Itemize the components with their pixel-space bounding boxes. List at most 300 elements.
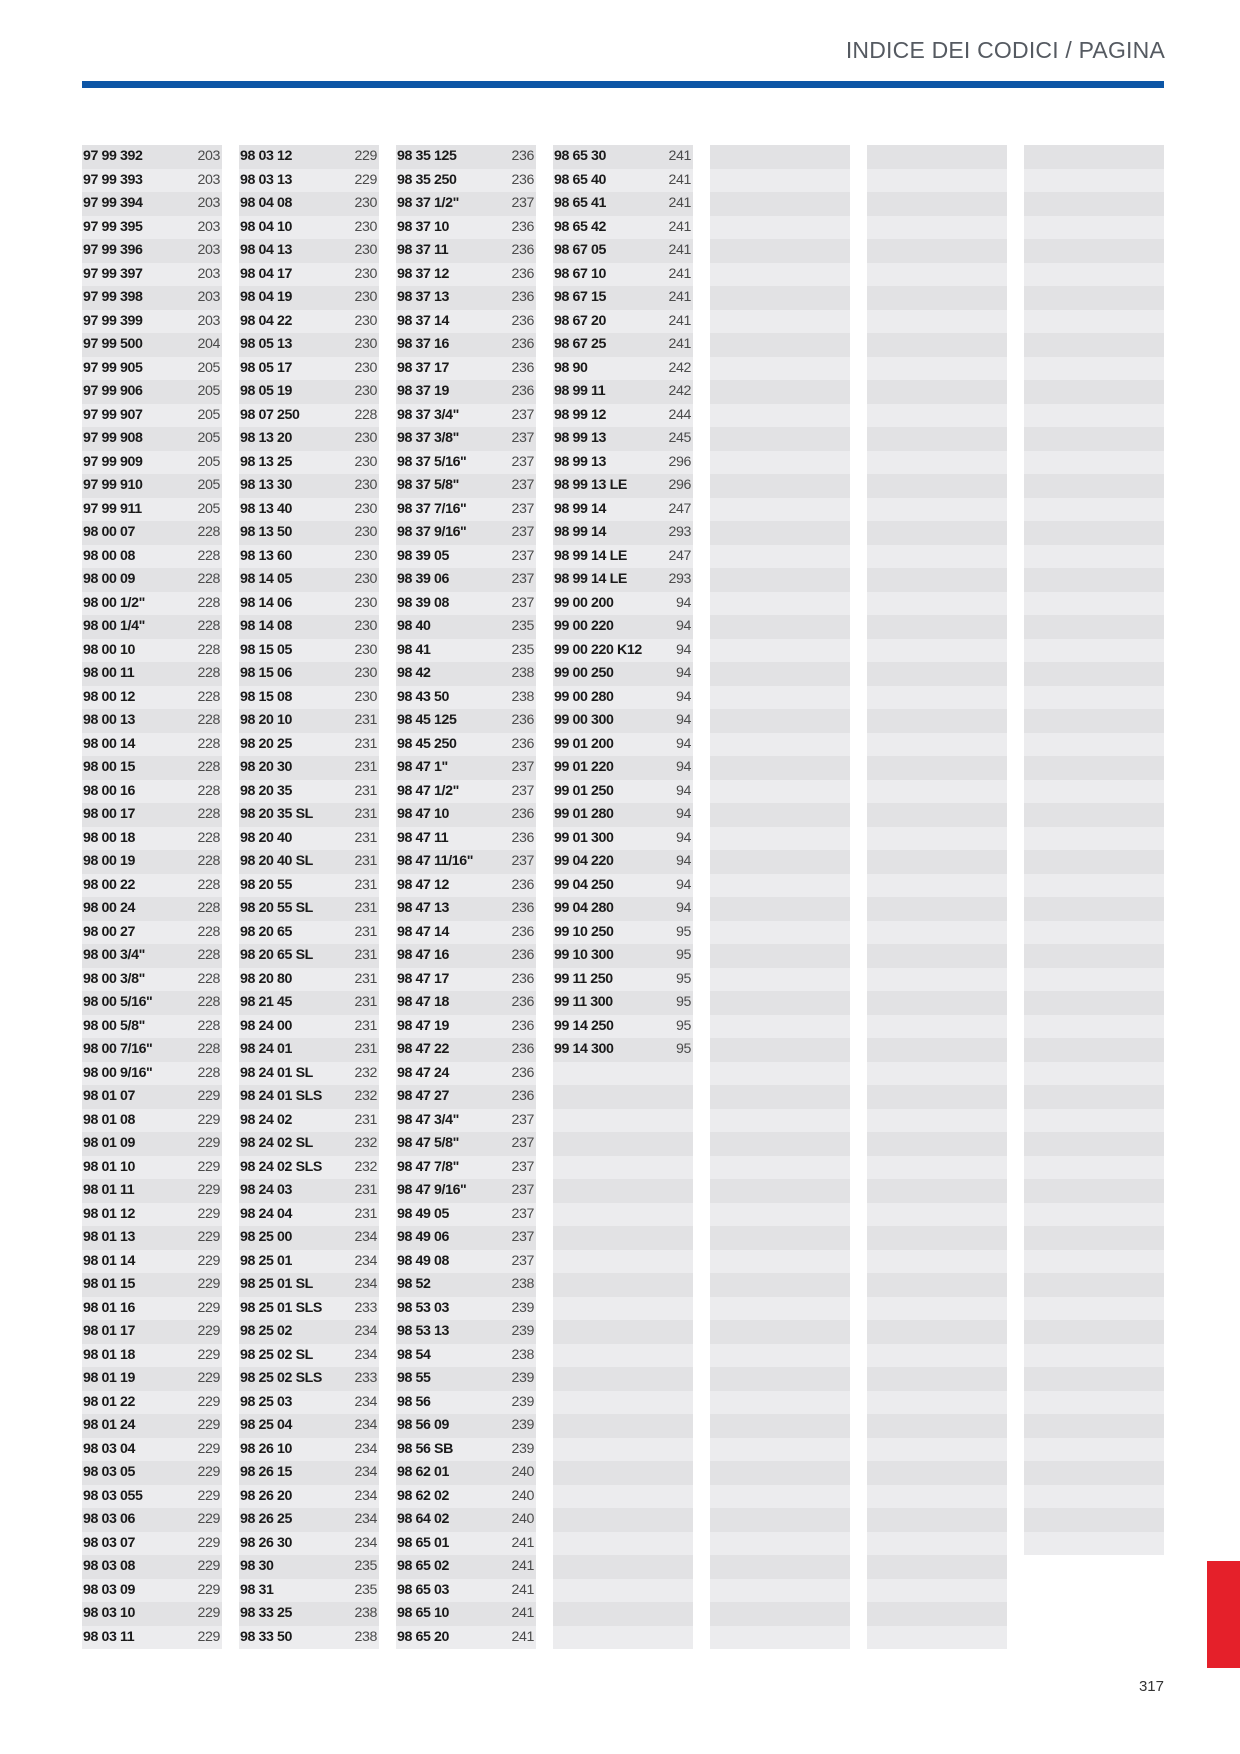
- index-row-empty: [1024, 1015, 1164, 1039]
- index-row: [239, 1414, 379, 1438]
- product-code: 98 47 7/8": [397, 1158, 459, 1175]
- index-row-empty: [710, 1226, 850, 1250]
- index-row-empty: [867, 451, 1007, 475]
- index-row: [396, 662, 536, 686]
- index-row-empty: [710, 803, 850, 827]
- page-ref: 230: [354, 594, 377, 611]
- index-row-empty: [710, 1203, 850, 1227]
- index-row: [553, 1344, 693, 1368]
- index-row-empty: [1024, 568, 1164, 592]
- product-code: 98 26 25: [240, 1511, 293, 1527]
- product-code: 98 04 22: [240, 312, 293, 329]
- product-code: 98 01 09: [83, 1135, 136, 1151]
- page-ref: 95: [676, 994, 691, 1010]
- index-row-empty: [1024, 1226, 1164, 1250]
- index-row-empty: [710, 333, 850, 357]
- page-ref: 237: [511, 1158, 534, 1175]
- product-code: 98 20 55 SL: [240, 900, 313, 916]
- index-row-empty: [710, 686, 850, 710]
- index-row: [553, 1485, 693, 1509]
- page-ref: 229: [197, 1088, 220, 1104]
- product-code: 98 03 055: [83, 1487, 143, 1504]
- product-code: 98 20 40 SL: [240, 853, 313, 869]
- index-row-empty: [710, 1414, 850, 1438]
- index-row-empty: [1024, 380, 1164, 404]
- product-code: 98 01 12: [83, 1205, 136, 1222]
- index-row: [82, 1532, 222, 1556]
- page-ref: 242: [668, 383, 691, 399]
- product-code: 98 47 17: [397, 970, 450, 987]
- product-code: 98 47 18: [397, 994, 450, 1010]
- index-row: [396, 1555, 536, 1579]
- page-ref: 296: [668, 477, 691, 493]
- product-code: 98 65 20: [397, 1628, 450, 1645]
- index-row: [82, 662, 222, 686]
- index-row-empty: [1024, 1109, 1164, 1133]
- index-row-empty: [1024, 1203, 1164, 1227]
- page-ref: 94: [676, 665, 691, 681]
- index-row: [396, 1579, 536, 1603]
- product-code: 98 25 04: [240, 1417, 293, 1433]
- index-row-empty: [867, 380, 1007, 404]
- page-ref: 230: [354, 265, 377, 282]
- page-ref: 234: [354, 1346, 377, 1363]
- page-ref: 229: [354, 148, 377, 164]
- page-ref: 228: [197, 571, 220, 587]
- index-row: [82, 1579, 222, 1603]
- product-code: 98 45 125: [397, 712, 457, 728]
- product-code: 98 30: [240, 1558, 274, 1574]
- index-row-empty: [1024, 1367, 1164, 1391]
- index-row: [239, 1085, 379, 1109]
- page-ref: 232: [354, 1064, 377, 1081]
- index-row-empty: [867, 709, 1007, 733]
- index-row: [396, 733, 536, 757]
- product-code: 98 37 5/16": [397, 453, 467, 470]
- index-row: [396, 1508, 536, 1532]
- index-row: [239, 592, 379, 616]
- index-row: [239, 921, 379, 945]
- page-ref: 228: [197, 712, 220, 728]
- index-row: [239, 803, 379, 827]
- index-row-empty: [1024, 1485, 1164, 1509]
- index-row: [239, 733, 379, 757]
- index-row-empty: [867, 1438, 1007, 1462]
- product-code: 98 64 02: [397, 1511, 450, 1527]
- product-code: 98 14 06: [240, 594, 293, 611]
- product-code: 98 47 1": [397, 759, 448, 775]
- product-code: 98 26 10: [240, 1440, 293, 1457]
- page-ref: 231: [354, 1205, 377, 1222]
- product-code: 98 37 3/4": [397, 406, 459, 423]
- product-code: 98 33 50: [240, 1628, 293, 1645]
- index-row-empty: [867, 639, 1007, 663]
- index-row: [553, 968, 693, 992]
- index-row: [553, 1367, 693, 1391]
- index-row-empty: [867, 1015, 1007, 1039]
- page-ref: 94: [676, 829, 691, 846]
- index-row: [82, 568, 222, 592]
- page-ref: 229: [354, 171, 377, 188]
- page-ref: 237: [511, 195, 534, 211]
- product-code: 98 67 25: [554, 336, 607, 352]
- product-code: 98 00 3/8": [83, 970, 145, 987]
- index-row: [239, 1156, 379, 1180]
- index-row: [82, 545, 222, 569]
- index-row-empty: [1024, 592, 1164, 616]
- product-code: 98 25 02 SLS: [240, 1370, 322, 1386]
- index-row: [239, 498, 379, 522]
- index-row-empty: [710, 639, 850, 663]
- index-row-empty: [867, 662, 1007, 686]
- page-ref: 239: [511, 1370, 534, 1386]
- product-code: 98 00 5/16": [83, 994, 153, 1010]
- page-ref: 228: [197, 1064, 220, 1081]
- index-row-empty: [1024, 169, 1164, 193]
- page-ref: 95: [676, 947, 691, 963]
- product-code: 98 20 55: [240, 876, 293, 893]
- page-ref: 230: [354, 571, 377, 587]
- index-row: [553, 921, 693, 945]
- index-row-empty: [867, 1344, 1007, 1368]
- index-row: [396, 451, 536, 475]
- product-code: 97 99 394: [83, 195, 143, 211]
- product-code: 98 05 13: [240, 336, 293, 352]
- index-row-empty: [867, 263, 1007, 287]
- page-ref: 229: [197, 1511, 220, 1527]
- index-row: [239, 1626, 379, 1650]
- index-row-empty: [710, 1132, 850, 1156]
- page-ref: 241: [668, 218, 691, 235]
- index-row: [239, 662, 379, 686]
- page-ref: 238: [354, 1605, 377, 1621]
- index-row-empty: [867, 1038, 1007, 1062]
- index-row: [396, 1297, 536, 1321]
- product-code: 98 52: [397, 1276, 431, 1292]
- index-row: [82, 521, 222, 545]
- page-ref: 229: [197, 1558, 220, 1574]
- product-code: 98 00 09: [83, 571, 136, 587]
- index-row-empty: [1024, 310, 1164, 334]
- index-row-empty: [867, 827, 1007, 851]
- index-row: [82, 1297, 222, 1321]
- index-row: [396, 169, 536, 193]
- index-row: [553, 1038, 693, 1062]
- index-row: [553, 474, 693, 498]
- page-ref: 234: [354, 1534, 377, 1551]
- index-row-empty: [867, 1579, 1007, 1603]
- page-ref: 240: [511, 1487, 534, 1504]
- index-row: [82, 216, 222, 240]
- index-row: [82, 404, 222, 428]
- index-row-empty: [710, 921, 850, 945]
- product-code: 98 00 19: [83, 853, 136, 869]
- product-code: 99 01 250: [554, 782, 614, 799]
- product-code: 98 24 04: [240, 1205, 293, 1222]
- index-row-empty: [867, 921, 1007, 945]
- index-row: [239, 380, 379, 404]
- product-code: 98 03 10: [83, 1605, 136, 1621]
- index-row: [239, 169, 379, 193]
- page-ref: 229: [197, 1299, 220, 1316]
- index-row: [82, 1320, 222, 1344]
- index-row: [239, 1062, 379, 1086]
- product-code: 98 47 27: [397, 1088, 450, 1104]
- index-column-6: [867, 145, 1007, 1649]
- page-ref: 228: [197, 594, 220, 611]
- page-ref: 203: [197, 148, 220, 164]
- product-code: 98 39 05: [397, 547, 450, 564]
- product-code: 99 01 220: [554, 759, 614, 775]
- index-row: [396, 1273, 536, 1297]
- product-code: 98 00 13: [83, 712, 136, 728]
- product-code: 99 01 200: [554, 735, 614, 752]
- index-row-empty: [867, 944, 1007, 968]
- index-row: [553, 1461, 693, 1485]
- index-row-empty: [1024, 850, 1164, 874]
- index-row: [396, 944, 536, 968]
- index-row: [82, 286, 222, 310]
- product-code: 98 03 09: [83, 1581, 136, 1598]
- page-ref: 236: [511, 829, 534, 846]
- index-row: [82, 733, 222, 757]
- index-row-empty: [710, 991, 850, 1015]
- index-row-empty: [867, 780, 1007, 804]
- index-row: [239, 1297, 379, 1321]
- index-row: [396, 380, 536, 404]
- index-row-empty: [1024, 451, 1164, 475]
- index-row-empty: [867, 145, 1007, 169]
- index-column-5: [710, 145, 850, 1649]
- index-row-empty: [867, 850, 1007, 874]
- page-ref: 228: [197, 806, 220, 822]
- product-code: 98 00 24: [83, 900, 136, 916]
- page-ref: 231: [354, 923, 377, 940]
- product-code: 98 47 13: [397, 900, 450, 916]
- index-row: [396, 756, 536, 780]
- page-ref: 228: [197, 829, 220, 846]
- index-row: [396, 1485, 536, 1509]
- page-ref: 230: [354, 477, 377, 493]
- index-row: [239, 1485, 379, 1509]
- product-code: 97 99 906: [83, 383, 143, 399]
- product-code: 98 24 02: [240, 1111, 293, 1128]
- page-ref: 239: [511, 1393, 534, 1410]
- page-ref: 241: [668, 336, 691, 352]
- product-code: 98 01 17: [83, 1323, 136, 1339]
- index-row-empty: [710, 521, 850, 545]
- page-ref: 94: [676, 806, 691, 822]
- index-row: [239, 404, 379, 428]
- index-row-empty: [867, 239, 1007, 263]
- index-row: [396, 780, 536, 804]
- page-ref: 241: [511, 1558, 534, 1574]
- index-row: [553, 1062, 693, 1086]
- index-row: [553, 333, 693, 357]
- product-code: 98 49 08: [397, 1252, 450, 1269]
- index-row: [396, 709, 536, 733]
- page-ref: 233: [354, 1370, 377, 1386]
- page-ref: 94: [676, 759, 691, 775]
- page-ref: 230: [354, 383, 377, 399]
- product-code: 98 03 08: [83, 1558, 136, 1574]
- page-ref: 231: [354, 712, 377, 728]
- index-row-empty: [710, 1461, 850, 1485]
- page-ref: 239: [511, 1323, 534, 1339]
- index-row: [82, 145, 222, 169]
- index-row-empty: [710, 286, 850, 310]
- product-code: 98 21 45: [240, 994, 293, 1010]
- page-ref: 236: [511, 242, 534, 258]
- index-row: [553, 662, 693, 686]
- page-ref: 228: [197, 665, 220, 681]
- index-row: [553, 380, 693, 404]
- product-code: 98 99 14: [554, 524, 607, 540]
- index-row: [553, 897, 693, 921]
- product-code: 98 04 13: [240, 242, 293, 258]
- index-row: [553, 639, 693, 663]
- page-ref: 203: [197, 171, 220, 188]
- page-ref: 94: [676, 782, 691, 799]
- product-code: 98 54: [397, 1346, 431, 1363]
- index-column-2: [239, 145, 379, 1649]
- product-code: 98 24 01 SLS: [240, 1088, 322, 1104]
- index-column-1: [82, 145, 222, 1649]
- index-row-empty: [867, 427, 1007, 451]
- product-code: 98 67 20: [554, 312, 607, 329]
- page-ref: 232: [354, 1158, 377, 1175]
- index-row: [239, 1015, 379, 1039]
- index-row: [396, 568, 536, 592]
- product-code: 98 01 11: [83, 1182, 135, 1198]
- index-row: [396, 216, 536, 240]
- index-row-empty: [1024, 263, 1164, 287]
- product-code: 97 99 909: [83, 453, 143, 470]
- index-row: [553, 263, 693, 287]
- product-code: 98 99 11: [554, 383, 606, 399]
- page-ref: 236: [511, 735, 534, 752]
- product-code: 98 14 05: [240, 571, 293, 587]
- index-row: [553, 803, 693, 827]
- product-code: 98 62 01: [397, 1464, 450, 1480]
- index-row: [239, 1438, 379, 1462]
- product-code: 98 24 02 SL: [240, 1135, 313, 1151]
- index-row-empty: [710, 192, 850, 216]
- index-row: [239, 568, 379, 592]
- index-row: [396, 521, 536, 545]
- index-row: [396, 1344, 536, 1368]
- index-row-empty: [1024, 333, 1164, 357]
- page-ref: 238: [511, 1346, 534, 1363]
- product-code: 99 00 220: [554, 618, 614, 634]
- index-row: [82, 1226, 222, 1250]
- page-ref: 237: [511, 477, 534, 493]
- index-row-empty: [1024, 1461, 1164, 1485]
- index-row-empty: [1024, 427, 1164, 451]
- page-ref: 238: [511, 665, 534, 681]
- index-row: [553, 780, 693, 804]
- index-row: [82, 1156, 222, 1180]
- index-row-empty: [1024, 1156, 1164, 1180]
- index-row: [396, 1226, 536, 1250]
- index-row: [553, 145, 693, 169]
- index-row: [239, 239, 379, 263]
- index-row: [553, 1015, 693, 1039]
- index-row-empty: [710, 239, 850, 263]
- index-row: [553, 1508, 693, 1532]
- page-ref: 228: [197, 970, 220, 987]
- page-ref: 94: [676, 618, 691, 634]
- page-ref: 230: [354, 524, 377, 540]
- page-ref: 230: [354, 618, 377, 634]
- index-row: [553, 216, 693, 240]
- index-row-empty: [710, 1109, 850, 1133]
- page-ref: 241: [668, 242, 691, 258]
- product-code: 98 56 SB: [397, 1440, 453, 1457]
- product-code: 97 99 500: [83, 336, 143, 352]
- index-row: [82, 1109, 222, 1133]
- product-code: 98 25 01 SLS: [240, 1299, 322, 1316]
- product-code: 98 37 11: [397, 242, 449, 258]
- page-ref: 236: [511, 359, 534, 376]
- page-number: 317: [1138, 1678, 1164, 1695]
- page-ref: 239: [511, 1299, 534, 1316]
- page-ref: 228: [197, 1017, 220, 1034]
- index-row-empty: [1024, 1391, 1164, 1415]
- index-row-empty: [710, 850, 850, 874]
- product-code: 98 99 13 LE: [554, 477, 627, 493]
- page-ref: 238: [511, 688, 534, 705]
- product-code: 98 00 27: [83, 923, 136, 940]
- index-row-empty: [710, 1250, 850, 1274]
- product-code: 98 47 9/16": [397, 1182, 467, 1198]
- product-code: 98 01 13: [83, 1229, 136, 1245]
- index-row: [239, 709, 379, 733]
- index-row-empty: [710, 1508, 850, 1532]
- product-code: 99 01 300: [554, 829, 614, 846]
- product-code: 98 41: [397, 641, 431, 658]
- page-ref: 234: [354, 1440, 377, 1457]
- index-row-empty: [867, 1203, 1007, 1227]
- index-row-empty: [867, 897, 1007, 921]
- product-code: 98 35 250: [397, 171, 457, 188]
- product-code: 99 00 300: [554, 712, 614, 728]
- page-ref: 231: [354, 947, 377, 963]
- product-code: 98 47 5/8": [397, 1135, 459, 1151]
- product-code: 98 26 15: [240, 1464, 293, 1480]
- index-row-empty: [710, 1602, 850, 1626]
- index-row: [553, 239, 693, 263]
- index-row-empty: [867, 1508, 1007, 1532]
- index-row-empty: [867, 756, 1007, 780]
- index-row: [239, 333, 379, 357]
- product-code: 97 99 911: [83, 500, 142, 517]
- product-code: 98 14 08: [240, 618, 293, 634]
- index-row: [396, 545, 536, 569]
- index-row-empty: [710, 1391, 850, 1415]
- index-row-empty: [1024, 991, 1164, 1015]
- product-code: 99 04 250: [554, 876, 614, 893]
- product-code: 98 47 1/2": [397, 782, 459, 799]
- index-row: [82, 310, 222, 334]
- index-row-empty: [867, 286, 1007, 310]
- page-ref: 231: [354, 900, 377, 916]
- index-column-4: [553, 145, 693, 1649]
- index-row: [82, 1273, 222, 1297]
- index-row: [553, 686, 693, 710]
- page-ref: 94: [676, 735, 691, 752]
- index-row: [239, 192, 379, 216]
